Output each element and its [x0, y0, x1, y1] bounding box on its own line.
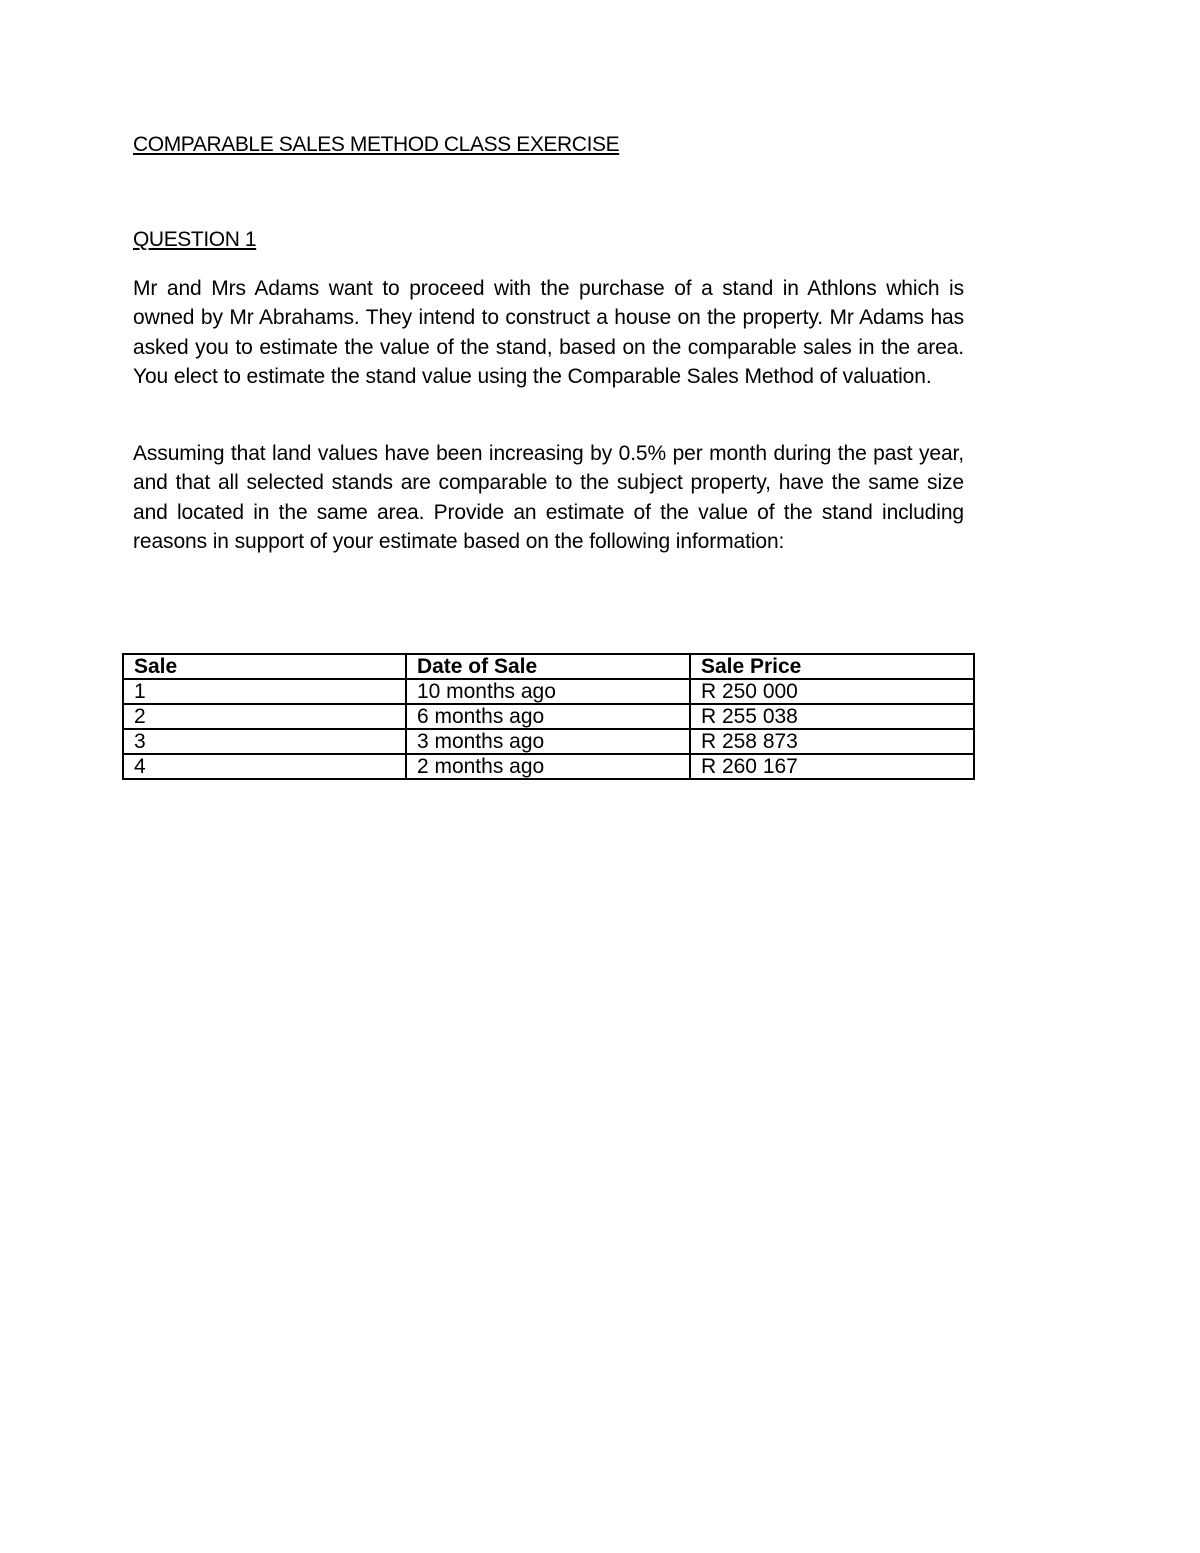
table-header-row [123, 654, 974, 679]
sale-number: 3 [123, 729, 406, 754]
sale-price: R 258 873 [690, 729, 974, 754]
document-title: COMPARABLE SALES METHOD CLASS EXERCISE [133, 133, 620, 156]
header-sale-price: Sale Price [690, 654, 974, 679]
sale-price: R 255 038 [690, 704, 974, 729]
date-of-sale: 6 months ago [406, 704, 690, 729]
date-of-sale: 3 months ago [406, 729, 690, 754]
header-date-of-sale: Date of Sale [406, 654, 690, 679]
table-row [123, 679, 974, 704]
date-of-sale: 10 months ago [406, 679, 690, 704]
sale-number: 4 [123, 754, 406, 779]
sale-price: R 250 000 [690, 679, 974, 704]
table-row [123, 704, 974, 729]
sales-table [122, 653, 975, 780]
question-paragraph-2: Assuming that land values have been increasing by 0.5% per month during the past year, and that all selected stands are comparable to the subject property, have the same size and located in the same area. Provide an estimate of the value of the stand including reasons in support of your estimate based on the following information: [133, 442, 964, 554]
sale-number: 2 [123, 704, 406, 729]
header-sale: Sale [123, 654, 406, 679]
question-paragraph-1: Mr and Mrs Adams want to proceed with the purchase of a stand in Athlons which is owned by Mr Abrahams. They intend to construct a house on the property. Mr Adams has asked you to estimate the value of the stand, based on the comparable sales in the area. You elect to estimate the stand value using the Comparable Sales Method of valuation. [133, 277, 964, 389]
sale-number: 1 [123, 679, 406, 704]
question-heading: QUESTION 1 [133, 228, 257, 251]
table-row [123, 729, 974, 754]
sale-price: R 260 167 [690, 754, 974, 779]
date-of-sale: 2 months ago [406, 754, 690, 779]
table-row [123, 754, 974, 779]
